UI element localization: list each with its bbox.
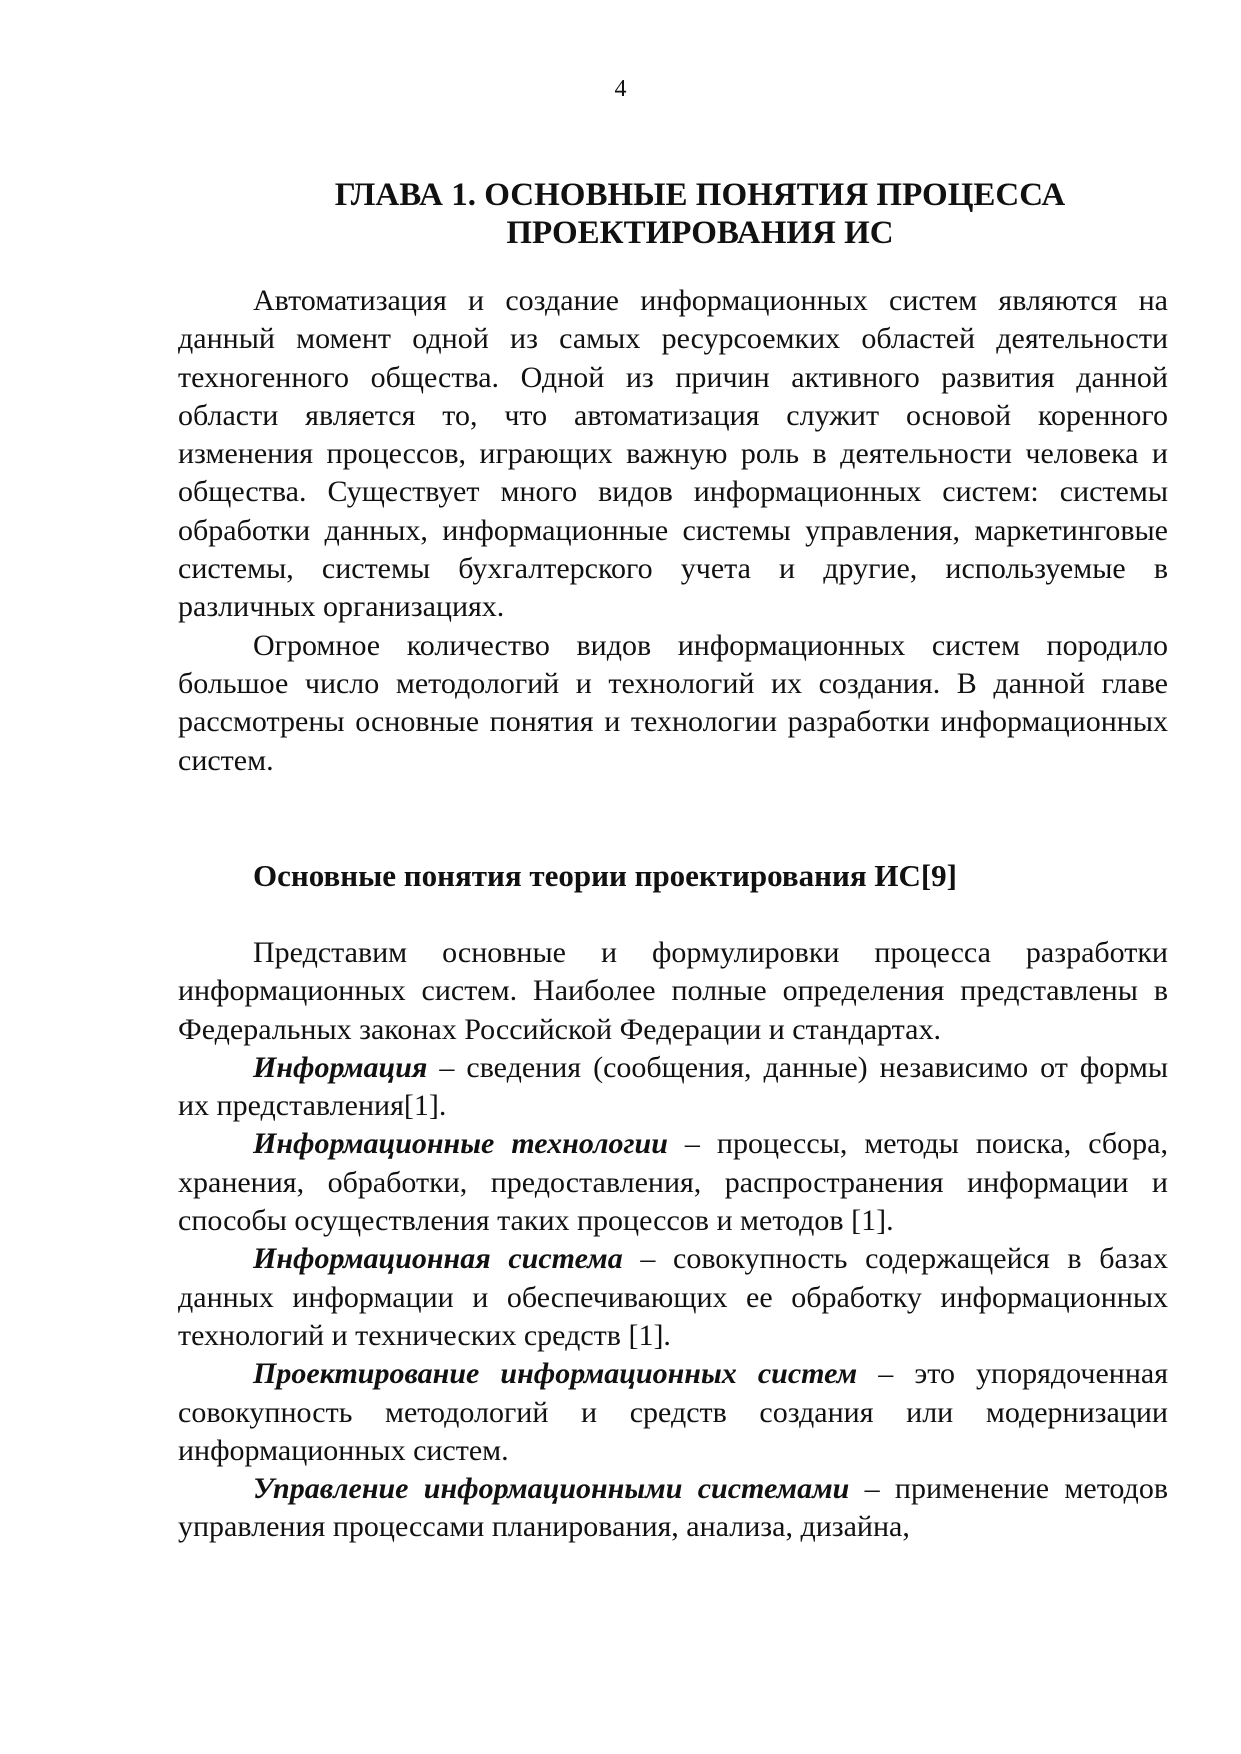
intro-paragraph-2: Огромное количество видов информационных систем породило большое число методологий и технологий их создания. В данной главе рассмотрены основные понятия и технологии разработки информационных систем. xyxy=(178,628,1168,777)
intro-paragraph-1: Автоматизация и создание информационных систем являются на данный момент одной из самых ресурсоемких областей деятельности техногенного общества. Одной из причин активного развития данной области является то, что автоматизация служит основой коренного изменения процессов, играющих важную роль в деятельности человека и общества. Существует много видов информационных систем: системы обработки данных, информационные системы управления, маркетинговые системы, системы бухгалтерского учета и другие, используемые в различных организациях. xyxy=(178,284,1168,624)
definition-text: – совокупность содержащейся в базах данных информации и обеспечивающих ее обработку информационных технологий и технических средств [1]. xyxy=(178,1242,1168,1352)
definition-information xyxy=(178,1049,1168,1126)
chapter-title xyxy=(250,176,1150,252)
page-number: 4 xyxy=(614,76,627,102)
definition-term: Информация xyxy=(253,1050,428,1084)
definitions-section xyxy=(178,934,1168,1547)
definition-is-design xyxy=(178,1355,1168,1470)
definition-is-management xyxy=(178,1470,1168,1547)
definition-text: – применение методов управления процессами планирования, анализа, дизайна, xyxy=(178,1472,1168,1544)
definition-term: Управление информационными системами xyxy=(253,1472,850,1506)
definition-text: – процессы, методы поиска, сбора, хранения, обработки, предоставления, распространения информации и способы осуществления таких процессов и методов [1]. xyxy=(178,1127,1168,1238)
intro-section xyxy=(178,282,1168,780)
definition-text: – сведения (сообщения, данные) независимо от формы их представления[1]. xyxy=(178,1050,1168,1123)
definition-information-technologies xyxy=(178,1125,1168,1240)
definition-term: Проектирование информационных систем xyxy=(253,1357,858,1391)
definition-information-system xyxy=(178,1240,1168,1355)
definition-text: – это упорядоченная совокупность методологий и средств создания или модернизации информационных систем. xyxy=(178,1357,1169,1467)
definition-term: Информационная система xyxy=(253,1242,623,1276)
chapter-title-line-1: ГЛАВА 1. ОСНОВНЫЕ ПОНЯТИЯ ПРОЦЕССА xyxy=(334,177,1066,213)
section-lead-paragraph: Представим основные и формулировки процесса разработки информационных систем. Наиболее полные определения представлены в Федеральных законах Российской Федерации и стандартах. xyxy=(178,936,1168,1046)
definition-term: Информационные технологии xyxy=(253,1127,668,1161)
section-title: Основные понятия теории проектирования ИС[9] xyxy=(253,858,957,893)
chapter-title-line-2: ПРОЕКТИРОВАНИЯ ИС xyxy=(506,215,894,251)
